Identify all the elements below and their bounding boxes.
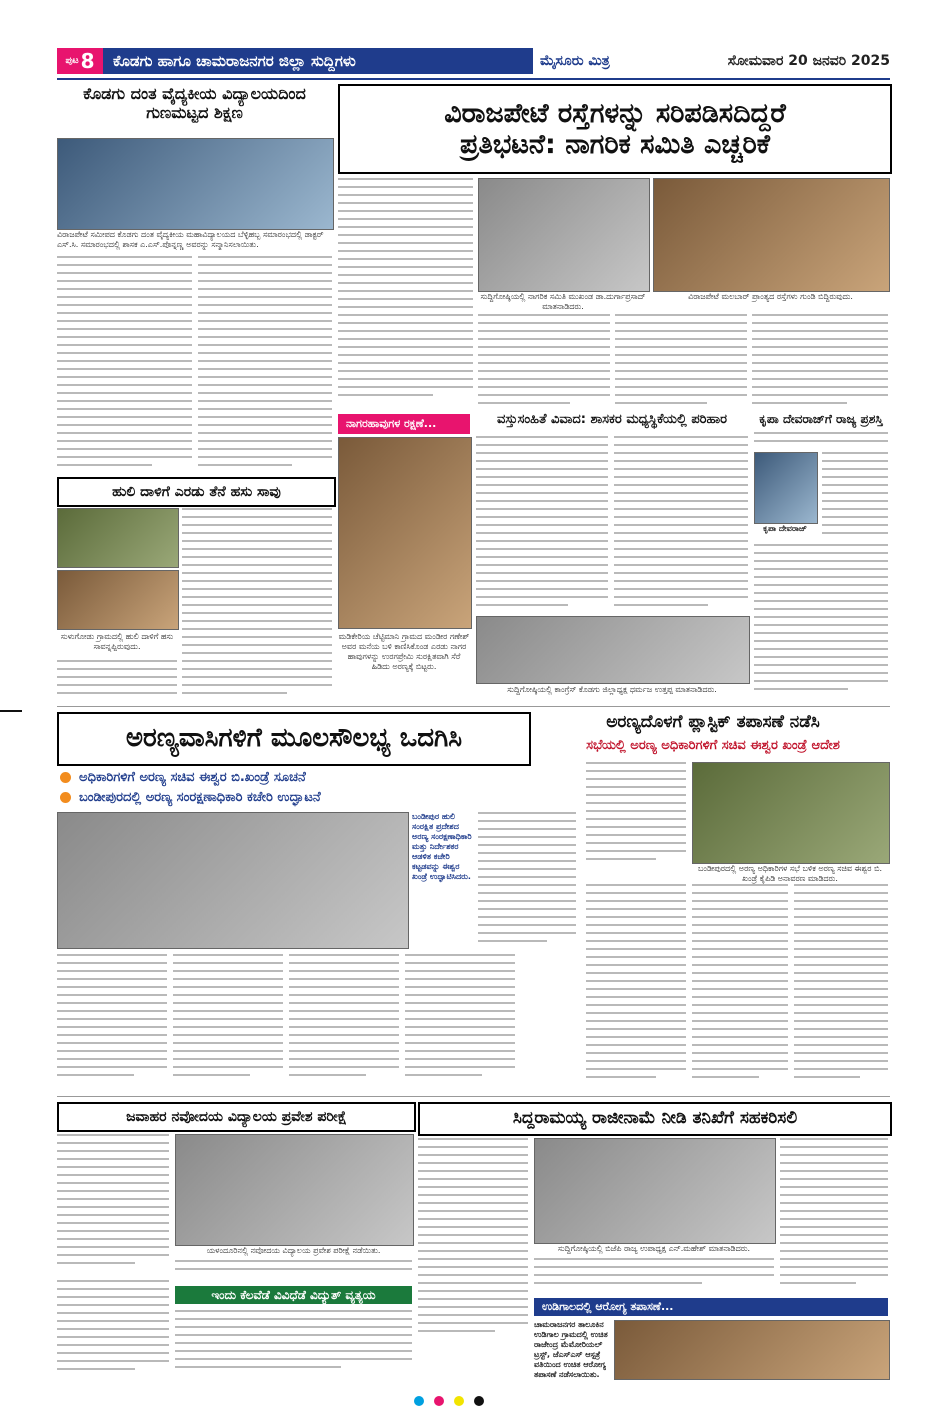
text-virajpet-col2 (478, 314, 610, 404)
subheadline-plastic: ಸಭೆಯಲ್ಲಿ ಅರಣ್ಯ ಅಧಿಕಾರಿಗಳಿಗೆ ಸಚಿವ ಈಶ್ವರ ಖಂಡ್ರೆ ಆದೇಶ (586, 738, 840, 753)
text-virajpet-col1 (338, 178, 473, 403)
text-navodaya-col1 (57, 1134, 169, 1274)
forest-bullet-2-text: ಬಂಡೀಪುರದಲ್ಲಿ ಅರಣ್ಯ ಸಂರಕ್ಷಣಾಧಿಕಾರಿ ಕಚೇರಿ ಉದ್ಘಾಟನೆ (79, 789, 321, 805)
photo-navodaya-exam (175, 1134, 414, 1246)
registration-mark (454, 1396, 464, 1406)
registration-mark (434, 1396, 444, 1406)
text-forest-col5 (478, 812, 576, 952)
photo-plastic-meeting (692, 762, 890, 864)
forest-bullet-1-text: ಅಧಿಕಾರಿಗಳಿಗೆ ಅರಣ್ಯ ಸಚಿವ ಈಶ್ವರ ಬಿ.ಖಂಡ್ರೆ ಸೂಚನೆ (79, 769, 306, 785)
text-dental-col2 (198, 256, 332, 471)
headline-siddaramaiah: ಸಿದ್ದರಾಮಯ್ಯ ರಾಜೀನಾಮೆ ನೀಡಿ ತನಿಖೆಗೆ ಸಹಕರಿಸಲಿ (418, 1102, 892, 1136)
lower-rule (57, 1096, 890, 1097)
page-label: ಪುಟ (65, 56, 79, 66)
photo-award-recipient (754, 452, 818, 524)
headline-virajpet-line2: ಪ್ರತಿಭಟನೆ: ನಾಗರಿಕ ಸಮಿತಿ ಎಚ್ಚರಿಕೆ (460, 129, 770, 160)
headline-dental: ಕೊಡಗು ದಂತ ವೈದ್ಯಕೀಯ ವಿದ್ಯಾಲಯದಿಂದ ಗುಣಮಟ್ಟದ ಶಿಕ್ಷಣ (83, 84, 306, 123)
text-navodaya-col3 (57, 1280, 169, 1375)
section-title: ಕೊಡಗು ಹಾಗೂ ಚಾಮರಾಜನಗರ ಜಿಲ್ಲಾ ಸುದ್ದಿಗಳು (103, 48, 533, 74)
registration-mark (414, 1396, 424, 1406)
text-temple-col1 (476, 436, 608, 611)
text-tiger-col1 (57, 660, 177, 700)
photo-tiger-officials (57, 508, 179, 568)
photo-forest-inauguration (57, 812, 409, 949)
text-plastic-col1 (586, 762, 686, 870)
caption-forest-side: ಬಂಡೀಪುರ ಹುಲಿ ಸಂರಕ್ಷಿತ ಪ್ರದೇಶದ ಅರಣ್ಯ ಸಂರಕ್ಷಣಾಧಿಕಾರಿ ಮತ್ತು ನಿರ್ದೇಶಕರ ಆಡಳಿತ ಕಚೇರಿ ಕಟ್ಟಡವನ್ನು ಈಶ್ವರ ಖಂಡ್ರೆ ಉದ್ಘಾಟಿಸಿದರು. (412, 812, 472, 881)
caption-tiger: ಸುಳುಗೋಡು ಗ್ರಾಮದಲ್ಲಿ ಹುಲಿ ದಾಳಿಗೆ ಹಸು ಸಾವನ್ನಪ್ಪಿರುವುದು. (60, 632, 174, 651)
crop-mark (0, 710, 22, 712)
registration-marks (414, 1396, 484, 1406)
caption-plastic: ಬಂಡೀಪುರದಲ್ಲಿ ಅರಣ್ಯ ಅಧಿಕಾರಿಗಳ ಸಭೆ ಬಳಿಕ ಅರಣ್ಯ ಸಚಿವ ಈಶ್ವರ ಬಿ. ಖಂಡ್ರೆ ಕೈಪಿಡಿ ಅನಾವರಣ ಮಾಡಿದರು. (697, 864, 882, 883)
text-plastic-col4 (794, 884, 888, 1089)
text-award-intro (754, 432, 888, 450)
text-tiger-col2 (182, 508, 332, 700)
text-siddaramaiah-col2 (534, 1258, 774, 1294)
bullet-dot-icon (60, 772, 71, 783)
photo-virajpet-road (653, 178, 890, 292)
forest-bullet-2 (60, 788, 530, 806)
caption-virajpet-press: ಸುದ್ದಿಗೋಷ್ಠಿಯಲ್ಲಿ ನಾಗರಿಕ ಸಮಿತಿ ಮುಖಂಡ ಡಾ.ದುರ್ಗಾಪ್ರಸಾದ್ ಮಾತನಾಡಿದರು. (480, 292, 646, 311)
caption-snake: ಮಡಿಕೇರಿಯ ಚೆಟ್ಟಿಮಾನಿ ಗ್ರಾಮದ ಮಂಡೀರ ಗಣೇಶ್ ಅವರ ಮನೆಯ ಬಳಿ ಕಾಣಿಸಿಕೊಂಡ ಎರಡು ನಾಗರ ಹಾವುಗಳನ್ನು ಉರಗಪ್ರೇಮಿ ಸುರಕ್ಷಿತವಾಗಿ ಸೆರೆ ಹಿಡಿದು ಅರಣ್ಯಕ್ಕೆ ಬಿಟ್ಟರು. (338, 632, 470, 671)
headline-award: ಕೃಪಾ ದೇವರಾಜ್‌ಗೆ ರಾಜ್ಯ ಪ್ರಶಸ್ತಿ (759, 412, 883, 426)
photo-dental-event (57, 138, 334, 230)
text-forest-col4 (405, 954, 515, 1089)
paper-name: ಮೈಸೂರು ಮಿತ್ರ (540, 53, 610, 69)
text-forest-col2 (173, 954, 283, 1089)
caption-health-camp: ಚಾಮರಾಜನಗರ ತಾಲೂಕಿನ ಉಡಿಗಾಲ ಗ್ರಾಮದಲ್ಲಿ ಉಚಿತ ರಾಜೇಂದ್ರ ಮೆಮೋರಿಯಲ್ ಟ್ರಸ್ಟ್, ಜೆಎಸ್‌ಎಸ್ ಆಸ್ಪತ್ರೆ ವತಿಯಿಂದ ಉಚಿತ ಆರೋಗ್ಯ ತಪಾಸಣೆ ನಡೆಸಲಾಯಿತು. (534, 1320, 608, 1379)
text-plastic-col3 (692, 884, 788, 1089)
caption-navodaya: ಯಳಂದೂರಿನಲ್ಲಿ ನವೋದಯ ವಿದ್ಯಾಲಯ ಪ್ರವೇಶ ಪರೀಕ್ಷೆ ನಡೆಯಿತು. (206, 1246, 381, 1255)
headline-forest: ಅರಣ್ಯವಾಸಿಗಳಿಗೆ ಮೂಲಸೌಲಭ್ಯ ಒದಗಿಸಿ (57, 712, 531, 766)
page-number: 8 (80, 49, 95, 73)
registration-mark (474, 1396, 484, 1406)
tag-power-outage: ಇಂದು ಕೆಲವೆಡೆ ವಿವಿಧೆಡೆ ವಿದ್ಯುತ್ ವ್ಯತ್ಯಯ (175, 1286, 412, 1304)
photo-siddaramaiah-press (534, 1138, 776, 1244)
header-rule (57, 78, 890, 80)
photo-tiger-cow (57, 570, 179, 630)
photo-temple-press (476, 616, 750, 684)
middle-rule (57, 706, 890, 707)
headline-plastic: ಅರಣ್ಯದೊಳಗೆ ಪ್ಲಾಸ್ಟಿಕ್ ತಪಾಸಣೆ ನಡೆಸಿ (606, 712, 820, 732)
photo-virajpet-press (478, 178, 650, 292)
text-temple-col2 (614, 436, 748, 611)
issue-date: ಸೋಮವಾರ 20 ಜನವರಿ 2025 (727, 53, 890, 69)
text-award-col1 (822, 452, 888, 542)
text-virajpet-col3 (615, 314, 747, 404)
text-virajpet-col4 (752, 314, 888, 404)
text-siddaramaiah-col3 (780, 1138, 888, 1288)
headline-virajpet-line1: ವಿರಾಜಪೇಟೆ ರಸ್ತೆಗಳನ್ನು ಸರಿಪಡಿಸದಿದ್ದರೆ (444, 97, 786, 129)
text-power-outage (175, 1310, 412, 1375)
caption-virajpet-road: ವಿರಾಜಪೇಟೆ ಮಲಬಾರ್ ಪ್ರಾಂತ್ಯದ ರಸ್ತೆಗಳು ಗುಂಡಿ ಬಿದ್ದಿರುವುದು. (688, 292, 853, 301)
text-forest-col1 (57, 954, 167, 1089)
page-number-badge (57, 48, 103, 74)
award-photo-label: ಕೃಪಾ ದೇವರಾಜ್ (763, 524, 807, 533)
photo-health-camp (614, 1320, 890, 1380)
caption-dental: ವಿರಾಜಪೇಟೆ ಸಮೀಪದ ಕೊಡಗು ದಂತ ವೈದ್ಯಕೀಯ ಮಹಾವಿದ್ಯಾಲಯದ ಬೆಳ್ಳಿಹಬ್ಬ ಸಮಾರಂಭದಲ್ಲಿ ಡಾಕ್ಟರ್ ಎಸ್.ಸಿ. ಸಮಾರಂಭದಲ್ಲಿ ಶಾಸಕ ಎ.ಎಸ್.ಪೊನ್ನಣ್ಣ ಅವರನ್ನು ಸನ್ಮಾನಿಸಲಾಯಿತು. (57, 230, 324, 249)
caption-siddaramaiah: ಸುದ್ದಿಗೋಷ್ಠಿಯಲ್ಲಿ ಬಿಜೆಪಿ ರಾಜ್ಯ ಉಪಾಧ್ಯಕ್ಷ ಎನ್.ಮಹೇಶ್ ಮಾತನಾಡಿದರು. (557, 1244, 751, 1253)
headline-virajpet (338, 84, 892, 174)
text-plastic-col2 (586, 884, 686, 1089)
headline-temple: ವಸ್ತುಸಂಹಿತೆ ವಿವಾದ: ಶಾಸಕರ ಮಧ್ಯಸ್ಥಿಕೆಯಲ್ಲಿ ಪರಿಹಾರ (496, 412, 727, 427)
text-siddaramaiah-col1 (418, 1138, 528, 1338)
masthead (540, 48, 890, 74)
tag-snake: ನಾಗರಹಾವುಗಳ ರಕ್ಷಣೆ... (338, 414, 470, 434)
headline-navodaya: ಜವಾಹರ ನವೋದಯ ವಿದ್ಯಾಲಯ ಪ್ರವೇಶ ಪರೀಕ್ಷೆ (57, 1102, 416, 1132)
headline-tiger: ಹುಲಿ ದಾಳಿಗೆ ಎರಡು ತೆನೆ ಹಸು ಸಾವು (57, 477, 336, 507)
text-dental-col1 (57, 256, 192, 471)
text-award-col2 (754, 544, 888, 694)
text-navodaya-col2 (175, 1260, 412, 1280)
text-forest-col3 (289, 954, 399, 1089)
bullet-dot-icon (60, 792, 71, 803)
caption-temple: ಸುದ್ದಿಗೋಷ್ಠಿಯಲ್ಲಿ ಕಾಂಗ್ರೆಸ್ ಕೊಡಗು ಜಿಲ್ಲಾಧ್ಯಕ್ಷ ಧರ್ಮಜ ಉತ್ತಪ್ಪ ಮಾತನಾಡಿದರು. (507, 685, 717, 694)
photo-snake-rescue (338, 437, 472, 629)
forest-bullet-1 (60, 768, 530, 786)
tag-health-camp: ಉಡಿಗಾಲದಲ್ಲಿ ಆರೋಗ್ಯ ತಪಾಸಣೆ... (534, 1298, 888, 1316)
